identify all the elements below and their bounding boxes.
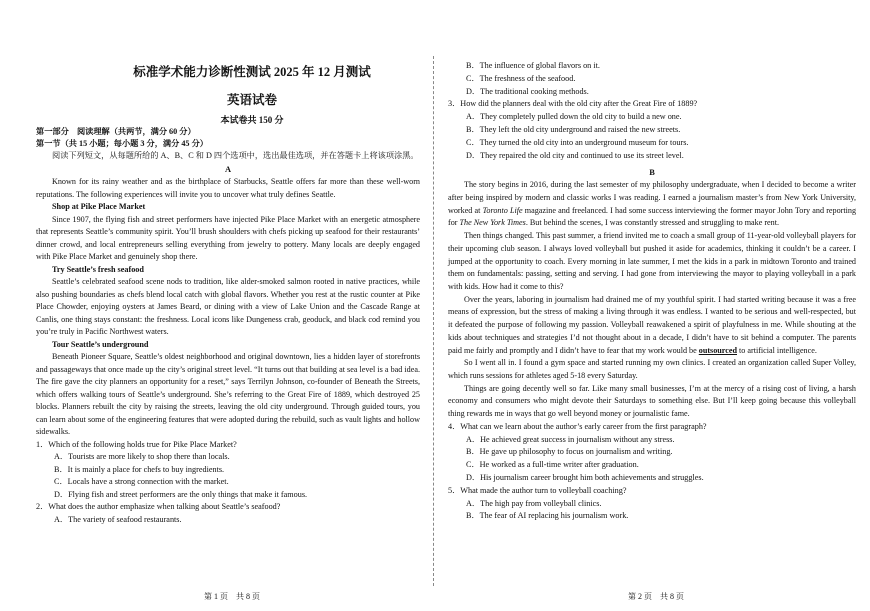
passage-b-para-5: Things are going decently well so far. Like many small businesses, I’m at the mercy of a rising cost of living, a harsh economy and consumers who might devote their Saturdays to something else. But I’ll keep going because this volleyball thing rewards me in ways that go well beyond money or journalistic fame. — [448, 383, 856, 419]
question-2-option-c: C．The freshness of the seafood. — [466, 73, 576, 83]
question-5-stem: 5．What made the author turn to volleyball coaching? — [448, 485, 627, 495]
magazine-name: Toronto Life — [482, 205, 523, 215]
question-4-option-d: D．His journalism career brought him both achievements and struggles. — [466, 472, 704, 482]
part1-heading: 第一部分 阅读理解（共两节，满分 60 分） — [36, 127, 196, 136]
question-3-option-d: D．They repaired the old city and continued to use its street level. — [466, 150, 684, 160]
question-4-option-c: C．He worked as a full-time writer after graduation. — [466, 460, 639, 470]
passage-b-para-1-text-2: magazine and freelanced. I had some success interviewing the former mayor John Tory and reporting for — [448, 205, 857, 228]
passage-b-para-1-text-1: The story begins in 2016, during the last semester of my philosophy undergraduate, when I decided to become a writer after being inspired by modern and classic works I was reading. I earned a journalism master’s from New York University, worked at — [448, 180, 856, 215]
right-page-column — [436, 0, 870, 611]
page-divider — [433, 56, 434, 586]
question-1-option-b: B．It is mainly a place for chefs to buy ingredients. — [54, 464, 225, 474]
section1-heading: 第一节（共 15 小题；每小题 3 分，满分 45 分） — [36, 139, 208, 148]
passage-b-para-3 — [448, 294, 856, 358]
passage-b-para-3-text-2: to artificial intelligence. — [737, 345, 817, 355]
passage-a-intro: Known for its rainy weather and as the birthplace of Starbucks, Seattle offers far more than these well-worn reputations. The following experiences will invite you to uncover what truly defines Seattle. — [36, 177, 420, 199]
passage-a-heading-3: Tour Seattle’s underground — [52, 339, 149, 349]
left-page-column — [0, 0, 430, 611]
question-5-option-a: A．The high pay from volleyball clinics. — [466, 498, 602, 508]
passage-a-para-1: Since 1907, the flying fish and street performers have injected Pike Place Market with an energetic atmosphere that represents Seattle’s community spirit. You’ll brush shoulders with chefs picking up seafood for their restaurants’ dinner crowd, and local entrepreneurs selling everything from jewelry to pottery. Many locals are deeply engaged with Pike Place Market and genuinely shop there. — [36, 214, 420, 261]
question-4-option-a: A．He achieved great success in journalism without any stress. — [466, 434, 675, 444]
passage-b-para-1 — [448, 179, 856, 230]
exam-title: 标准学术能力诊断性测试 2025 年 12 月测试 — [133, 65, 371, 79]
passage-a-para-3: Beneath Pioneer Square, Seattle’s oldest neighborhood and original downtown, lies a hidden layer of storefronts and passageways that once made up the city’s original street level. “It turns out that building at sea level is a bad idea. The fire gave the city planners an opportunity for a reset,” says Terrilyn Johnson, co-founder of Beneath the Streets, which offers walking tours of Seattle’s underground. She’s referring to the Great Fire of 1889, which destroyed 25 blocks. Planners rebuilt the city by raising the streets, leaving the old city underground. Through guided tours, you can learn about some of the engineering features that were adopted during the rebuild, such as vault lights and hollow sidewalks. — [36, 352, 420, 436]
passage-a-letter: A — [224, 165, 232, 174]
question-1-option-d: D．Flying fish and street performers are the only things that make it famous. — [54, 489, 308, 499]
question-3-stem: 3．How did the planners deal with the old city after the Great Fire of 1889? — [448, 99, 698, 109]
underlined-word: outsourced — [698, 345, 737, 355]
question-4-stem: 4．What can we learn about the author’s early career from the first paragraph? — [448, 421, 707, 431]
question-2-stem: 2．What does the author emphasize when talking about Seattle’s seafood? — [36, 502, 281, 511]
passage-b-letter: B — [649, 168, 655, 178]
question-4-option-b: B．He gave up philosophy to focus on journalism and writing. — [466, 447, 673, 457]
question-1-option-c: C．Locals have a strong connection with the market. — [54, 477, 229, 486]
total-score: 本试卷共 150 分 — [220, 115, 284, 125]
page-number-left: 第 1 页 共 8 页 — [204, 592, 260, 601]
subject-title: 英语试卷 — [226, 93, 277, 107]
instructions: 阅读下列短文，从每题所给的 A、B、C 和 D 四个选项中，选出最佳选项，并在答题卡上将该项涂黑。 — [52, 151, 419, 160]
newspaper-name: The New York Times — [459, 218, 526, 228]
passage-a-heading-2: Try Seattle’s fresh seafood — [52, 264, 144, 274]
question-3-option-b: B．They left the old city underground and raised the new streets. — [466, 124, 681, 134]
question-1-stem: 1．Which of the following holds true for Pike Place Market? — [36, 439, 237, 449]
passage-b-para-1-text-3: . But behind the scenes, I was constantly stressed and struggling to make rent. — [525, 218, 779, 228]
question-3-option-c: C．They turned the old city into an underground museum for tours. — [466, 137, 689, 147]
question-1-option-a: A．Tourists are more likely to shop there than locals. — [54, 452, 230, 461]
page-number-right: 第 2 页 共 8 页 — [628, 592, 684, 601]
passage-b-para-4: So I went all in. I found a gym space and started running my own clinics. I created an organization called Super Volley, which runs sessions for athletes aged 5-18 every Saturday. — [448, 358, 856, 380]
question-5-option-b: B．The fear of AI replacing his journalism work. — [466, 511, 629, 521]
question-3-option-a: A．They completely pulled down the old city to build a new one. — [466, 112, 682, 122]
passage-b-para-3-text-1: Over the years, laboring in journalism had drained me of my youthful spirit. I had started writing because it was a free means of expression, but the stress of making a living through it was endless. I wanted to be serious and well-respected, but it defeated the purpose of following my passion. Volleyball reawakened a spirit of playfulness in me. While shouting at the kids about techniques and strategies I’d not thought about in a decade, I didn’t have to sit behind a computer. The parents paid me fairly and promptly and I didn’t have to fear that my work would be — [448, 294, 856, 355]
question-2-option-b: B．The influence of global flavors on it. — [466, 61, 600, 70]
question-2-option-d: D．The traditional cooking methods. — [466, 86, 589, 96]
question-2-option-a: A．The variety of seafood restaurants. — [54, 514, 182, 524]
passage-a-para-2: Seattle’s celebrated seafood scene nods to tradition, like alder-smoked salmon rooted in native practices, while also pushing boundaries as chefs blend local catch with global flavors. Whether you rest at the rustic counter at Pike Place Chowder, enjoying oysters at James Beard, or dining with a view of Lake Union and the Cascade Range at Canlis, one thing stays constant: the freshness. Local icons like Dungeness crab, geoduck, and black cod remind you you’re truly in Pacific Northwest waters. — [36, 277, 420, 336]
passage-b-para-2: Then things changed. This past summer, a friend invited me to coach a small group of 11-year-old volleyball players for their upcoming club season. I always loved volleyball but pushed it aside for academics, thinking it couldn’t be a career. I jumped at the opportunity to coach. Every morning in late summer, I met the kids in a park in midtown Toronto and trained them on fundamentals: passing, setting and serving. I had gone from interviewing the mayor to playing volleyball in a park with kids. How had it come to this? — [448, 231, 856, 291]
passage-a-heading-1: Shop at Pike Place Market — [52, 202, 146, 211]
